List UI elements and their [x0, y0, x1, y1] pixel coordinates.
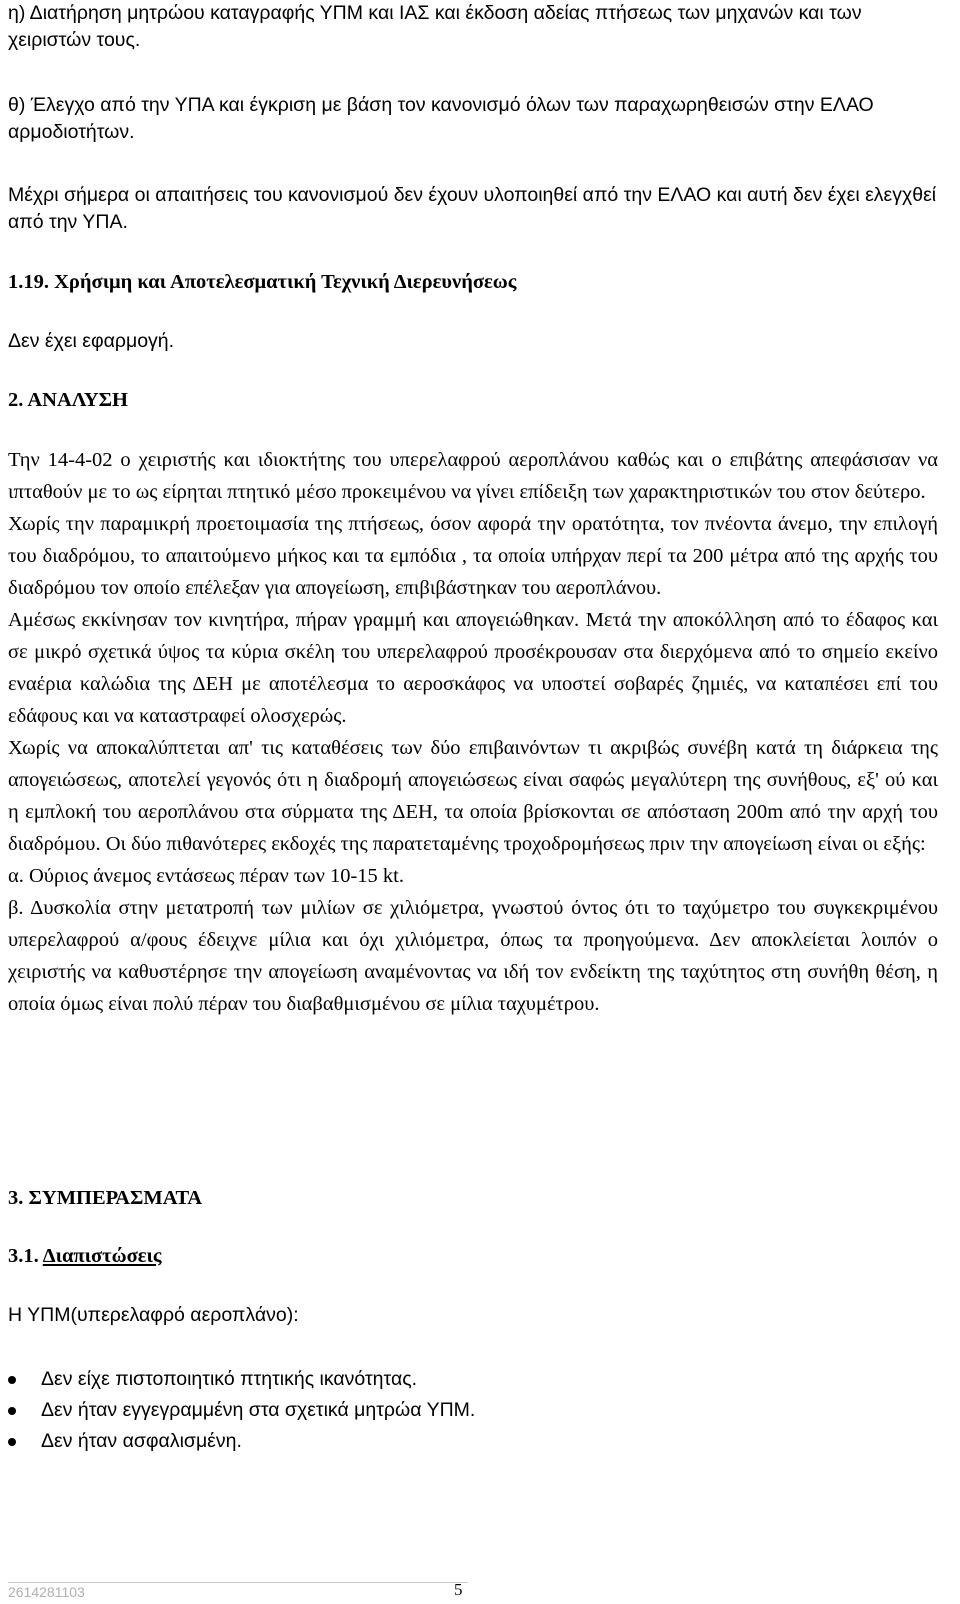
page-number: 5: [454, 1580, 463, 1599]
list-item-eta: η) Διατήρηση μητρώου καταγραφής ΥΠΜ και ΙΑΣ και έκδοση αδείας πτήσεως των μηχανών και των χειριστών τους.: [8, 2, 862, 51]
analysis-body: [8, 444, 938, 1020]
list-item-theta: θ) Έλεγχο από την ΥΠΑ και έγκριση με βάση τον κανονισμό όλων των παραχωρηθεισών στην ΕΛΑΟ αρμοδιοτήτων.: [8, 94, 874, 143]
not-applicable-text: Δεν έχει εφαρμογή.: [8, 330, 175, 352]
section-heading-1-19: 1.19. Χρήσιμη και Αποτελεσματική Τεχνική Διερευνήσεως: [8, 271, 517, 293]
section-heading-conclusions: 3. ΣΥΜΠΕΡΑΣΜΑΤΑ: [8, 1187, 203, 1209]
analysis-paragraph: Την 14-4-02 ο χειριστής και ιδιοκτήτης του υπερελαφρού αεροπλάνου καθώς και ο επιβάτης απεφάσισαν να ιπταθούν με το ως είρηται πτητικό μέσο προκειμένου να γίνει επίδειξη των χαρακτηριστικών του στον δεύτερο.: [8, 449, 938, 503]
analysis-paragraph: β. Δυσκολία στην μετατροπή των μιλίων σε χιλιόμετρα, γνωστού όντος ότι το ταχύμετρο του συγκεκριμένου υπερελαφρού α/φους έδειχνε μίλια και όχι χιλιόμετρα, όπως τα προηγούμενα. Δεν αποκλείεται λοιπόν ο χειριστής να καθυστέρησε την απογείωση αναμένοντας να ιδή τον ενδείκτη της ταχύτητος στη συνήθη θέση, η οποία όμως είναι πολύ πέραν του διαβαθμισμένου σε μίλια ταχυμέτρου.: [8, 897, 938, 1015]
subsection-title: Διαπιστώσεις: [42, 1245, 162, 1267]
section-heading-analysis: 2. ΑΝΑΛΥΣΗ: [8, 389, 129, 411]
document-id: 2614281103: [8, 1584, 85, 1600]
status-note: Μέχρι σήμερα οι απαιτήσεις του κανονισμού δεν έχουν υλοποιηθεί από την ΕΛΑΟ και αυτή δεν έχει ελεγχθεί από την ΥΠΑ.: [8, 184, 937, 233]
footer-divider: [8, 1582, 468, 1583]
analysis-paragraph: Χωρίς να αποκαλύπτεται απ' τις καταθέσεις των δύο επιβαινόντων τι ακριβώς συνέβη κατά τη διάρκεια της απογειώσεως, αποτελεί γεγονός ότι η διαδρομή απογειώσεως είναι σαφώς μεγαλύτερη της συνήθους, εξ' ού και η εμπλοκή του αεροπλάνου στα σύρματα της ΔΕΗ, τα οποία βρίσκονται σε απόσταση 200m από την αρχή του διαδρόμου. Οι δύο πιθανότερες εκδοχές της παρατεταμένης τροχοδρομήσεως πριν την απογείωση είναι οι εξής:: [8, 737, 938, 855]
findings-list: [8, 1364, 938, 1457]
bullet-icon: [8, 1407, 16, 1415]
list-item-text: Δεν ήταν εγγεγραμμένη στα σχετικά μητρώα ΥΠΜ.: [41, 1399, 476, 1421]
list-item: [8, 1426, 938, 1457]
list-item-text: Δεν ήταν ασφαλισμένη.: [41, 1430, 242, 1452]
analysis-paragraph: α. Ούριος άνεμος εντάσεως πέραν των 10-15 kt.: [8, 865, 405, 887]
findings-intro: Η ΥΠΜ(υπερελαφρό αεροπλάνο):: [8, 1304, 299, 1326]
bullet-icon: [8, 1438, 16, 1446]
subsection-heading-findings: [8, 1242, 938, 1270]
subsection-number: 3.1.: [8, 1245, 43, 1267]
analysis-paragraph: Χωρίς την παραμικρή προετοιμασία της πτήσεως, όσον αφορά την ορατότητα, τον πνέοντα άνεμο, την επιλογή του διαδρόμου, το απαιτούμενο μήκος και τα εμπόδια , τα οποία υπήρχαν περί τα 200 μέτρα από της αρχής του διαδρόμου τον οποίο επέλεξαν για απογείωση, επιβιβάστηκαν του αεροπλάνου.: [8, 513, 938, 599]
list-item: [8, 1395, 938, 1426]
list-item-text: Δεν είχε πιστοποιητικό πτητικής ικανότητας.: [41, 1368, 418, 1390]
analysis-paragraph: Αμέσως εκκίνησαν τον κινητήρα, πήραν γραμμή και απογειώθηκαν. Μετά την αποκόλληση από το έδαφος και σε μικρό σχετικά ύψος τα κύρια σκέλη του υπερελαφρού προσέκρουσαν στα διερχόμενα από το σημείο εκείνο εναέρια καλώδια της ΔΕΗ με αποτέλεσμα το αεροσκάφος να υποστεί σοβαρές ζημιές, να καταπέσει επί του εδάφους και να καταστραφεί ολοσχερώς.: [8, 609, 938, 727]
bullet-icon: [8, 1376, 16, 1384]
list-item: [8, 1364, 938, 1395]
